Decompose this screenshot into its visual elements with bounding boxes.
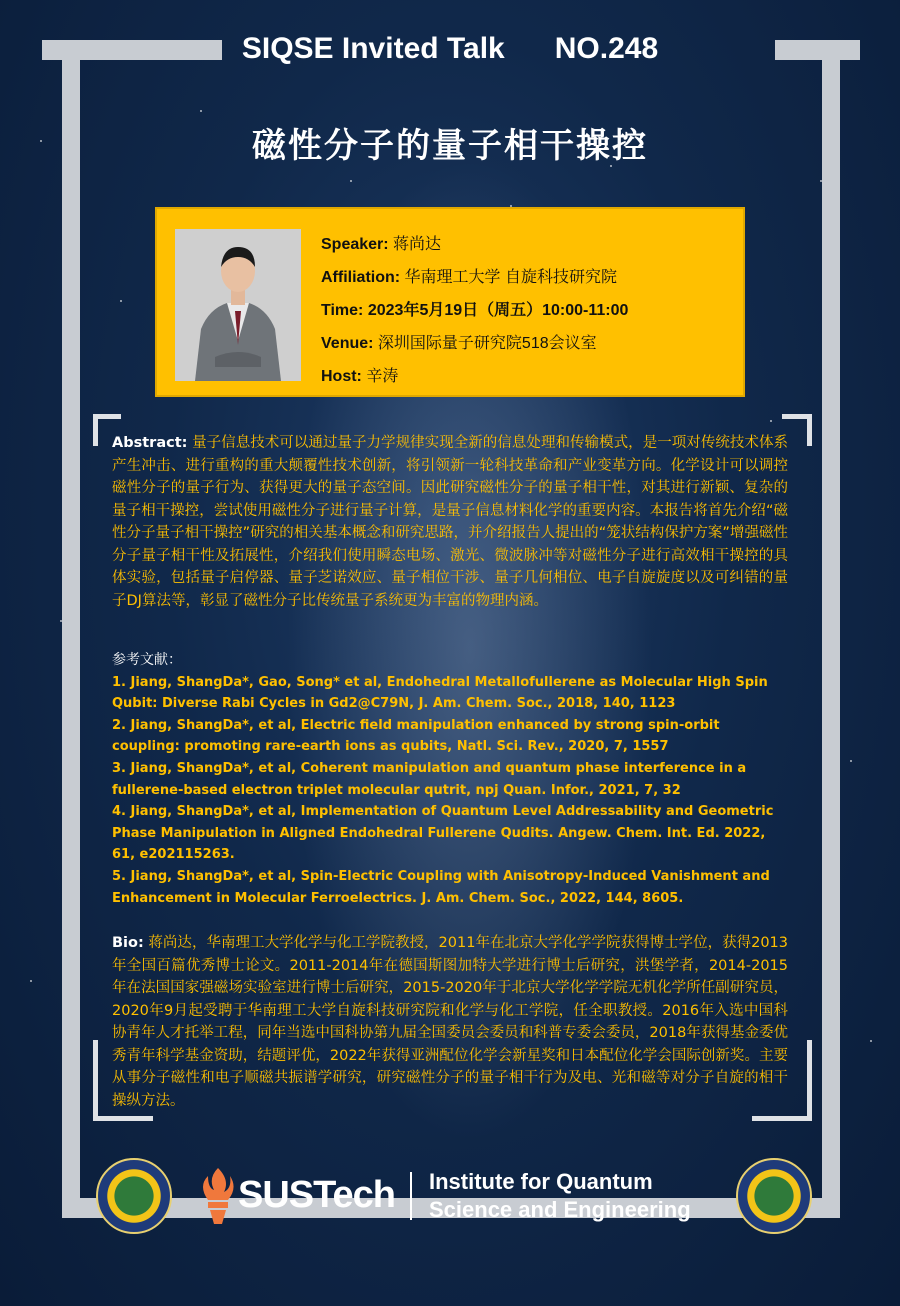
institute-name-line2: Science and Engineering [429, 1197, 691, 1222]
time-label: Time: [321, 302, 364, 319]
footer [0, 1150, 900, 1250]
torch-icon [200, 1166, 236, 1226]
talk-title: 磁性分子的量子相干操控 [252, 126, 648, 166]
host-label: Host: [321, 368, 362, 385]
host-value: 辛涛 [366, 368, 399, 385]
reference-item: 5. Jiang, ShangDa*, et al, Spin-Electric Coupling with Anisotropy-Induced Vanishment and Enhancement in Molecular Ferroelectrics. J. Am. Chem. Soc., 2022, 144, 8605. [112, 868, 770, 906]
bio-text: 蒋尚达，华南理工大学化学与化工学院教授，2011年在北京大学化学学院获得博士学位，获得2013年全国百篇优秀博士论文。2011-2014年在德国斯图加特大学进行博士后研究，洪堡学者，2014-2015年在法国国家强磁场实验室进行博士后研究，2015-2020年于北京大学化学学院无机化学所任副研究员，2020年9月起受聘于华南理工大学自旋科技研究院和化学与化工学院，任全职教授。2016年入选中国科协青年人才托举工程，同年当选中国科协第九届全国委员会委员和科普专委会委员，2018年获得基金委优秀青年科学基金资助，结题评优，2022年获得亚洲配位化学会新星奖和日本配位化学会国际创新奖。主要从事分子磁性和电子顺磁共振谱学研究，研究磁性分子的量子相干行为及电、光和磁等对分子自旋的相干操纵方法。 [112, 935, 788, 1109]
venue-value: 深圳国际量子研究院518会议室 [377, 335, 597, 352]
affiliation-value: 华南理工大学 自旋科技研究院 [404, 269, 617, 286]
abstract-section [112, 432, 788, 612]
reference-item: 2. Jiang, ShangDa*, et al, Electric field manipulation enhanced by strong spin-orbit coupling: promoting rare-earth ions as qubits, Natl. Sci. Rev., 2020, 7, 1557 [112, 717, 720, 755]
talk-series-header [0, 32, 900, 66]
venue-row [321, 330, 597, 353]
speaker-info-box [155, 207, 745, 397]
speaker-name: 蒋尚达 [393, 236, 442, 253]
speaker-row [321, 231, 441, 254]
institute-name-line1: Institute for Quantum [429, 1169, 653, 1194]
time-value: 2023年5月19日（周五）10:00-11:00 [367, 302, 629, 319]
speaker-label: Speaker: [321, 236, 389, 253]
institute-seal-left [96, 1158, 172, 1234]
institute-name [429, 1168, 691, 1224]
reference-item: 1. Jiang, ShangDa*, Gao, Song* et al, Endohedral Metallofullerene as Molecular High Spin Qubit: Diverse Rabi Cycles in Gd2@C79N, J. Am. Chem. Soc., 2018, 140, 1123 [112, 674, 768, 712]
references-heading: 参考文献： [112, 652, 182, 668]
reference-item: 3. Jiang, ShangDa*, et al, Coherent manipulation and quantum phase interference in a fullerene-based electron triplet molecular qutrit, npj Quan. Infor., 2021, 7, 32 [112, 760, 747, 798]
reference-item: 4. Jiang, ShangDa*, et al, Implementation of Quantum Level Addressability and Geometric Phase Manipulation in Aligned Endohedral Fullerene Qudits. Angew. Chem. Int. Ed. 2022, 61, e202115263. [112, 804, 774, 863]
bio-label: Bio: [112, 935, 144, 951]
affiliation-row [321, 264, 617, 287]
footer-divider [410, 1172, 412, 1220]
affiliation-label: Affiliation: [321, 269, 401, 286]
sustech-wordmark: SUSTech [238, 1174, 396, 1216]
institute-seal-right [736, 1158, 812, 1234]
sustech-logo [200, 1158, 430, 1230]
venue-label: Venue: [321, 335, 374, 352]
speaker-photo [175, 229, 301, 381]
host-row [321, 363, 398, 386]
talk-series: SIQSE Invited Talk [241, 32, 505, 65]
talk-number: NO.248 [554, 32, 659, 65]
references-section [112, 650, 788, 909]
time-row [321, 297, 628, 320]
abstract-text: 量子信息技术可以通过量子力学规律实现全新的信息处理和传输模式，是一项对传统技术体系产生冲击、进行重构的重大颠覆性技术创新，将引领新一轮科技革命和产业变革方向。化学设计可以调控磁性分子的量子行为、获得更大的量子态空间。因此研究磁性分子的量子相干性，对其进行新颖、复杂的量子相干操控，尝试使用磁性分子进行量子计算，是量子信息材料化学的重要内容。本报告将首先介绍“磁性分子量子相干操控”研究的相关基本概念和研究思路，并介绍报告人提出的“笼状结构保护方案”增强磁性分子量子相干性及拓展性，介绍我们使用瞬态电场、激光、微波脉冲等对磁性分子进行高效相干操控的具体实验，包括量子启停器、量子芝诺效应、量子相位干涉、量子几何相位、电子自旋旋度以及可纠错的量子DJ算法等，彰显了磁性分子比传统量子系统更为丰富的物理内涵。 [112, 435, 789, 609]
abstract-label: Abstract: [112, 435, 188, 451]
bio-section [112, 932, 788, 1112]
